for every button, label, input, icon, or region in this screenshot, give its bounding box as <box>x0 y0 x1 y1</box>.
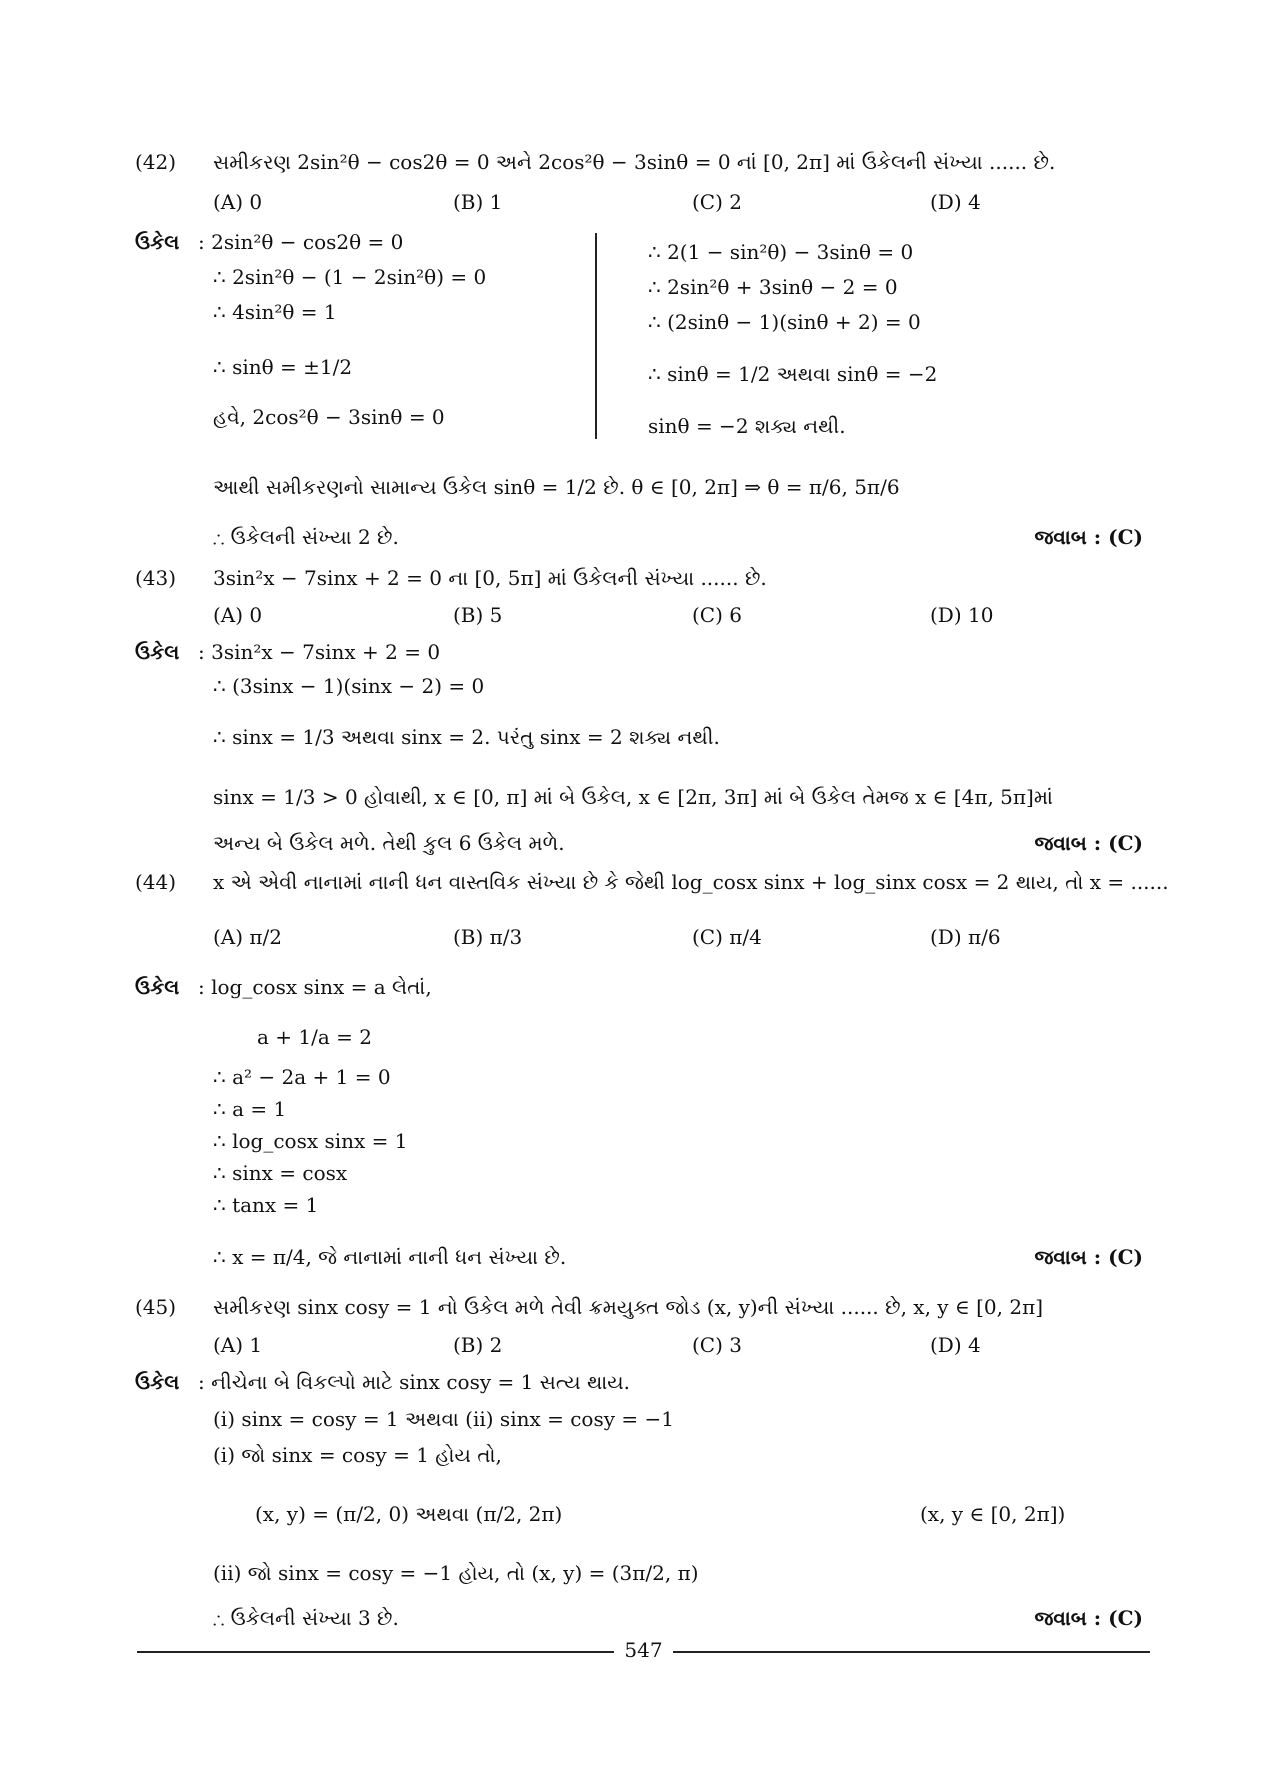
solution-conclusion: ∴ ઉકેલની સંખ્યા 2 છે. <box>213 525 399 549</box>
solution-line: ∴ 4sin²θ = 1 <box>213 300 337 324</box>
solution-conclusion: ∴ ઉકેલની સંખ્યા 3 છે. <box>213 1606 399 1630</box>
option: (A) 0 <box>213 603 263 627</box>
solution-line: ∴ log_cosx sinx = 1 <box>213 1129 408 1153</box>
solution-line: : log_cosx sinx = a લેતાં, <box>198 975 432 999</box>
question-number: (44) <box>135 870 177 894</box>
footer-rule-right <box>673 1651 1150 1653</box>
question-text: સમીકરણ 2sin²θ − cos2θ = 0 અને 2cos²θ − 3sinθ = 0 નાં [0, 2π] માં ઉકેલની સંખ્યા ...... છે. <box>213 150 1056 174</box>
option: (D) 4 <box>930 1333 981 1357</box>
solution-line: ∴ a² − 2a + 1 = 0 <box>213 1065 391 1089</box>
option: (C) 2 <box>692 190 742 214</box>
solution-line: : નીચેના બે વિકલ્પો માટે sinx cosy = 1 સત્ય થાય. <box>198 1370 630 1394</box>
solution-line: ∴ sinx = 1/3 અથવા sinx = 2. પરંતુ sinx = 2 શક્ય નથી. <box>213 725 720 749</box>
solution-line: sinθ = −2 શક્ય નથી. <box>648 414 846 438</box>
option: (C) 3 <box>692 1333 742 1357</box>
solution-line: આથી સમીકરણનો સામાન્ય ઉકેલ sinθ = 1/2 છે. θ ∈ [0, 2π] ⇒ θ = π/6, 5π/6 <box>213 475 900 499</box>
solution-line: (i) sinx = cosy = 1 અથવા (ii) sinx = cosy = −1 <box>213 1407 674 1431</box>
answer: જવાબ : (C) <box>1034 831 1143 855</box>
solution-line: a + 1/a = 2 <box>257 1025 372 1049</box>
option: (B) 2 <box>453 1333 503 1357</box>
question-text: સમીકરણ sinx cosy = 1 નો ઉકેલ મળે તેવી ક્રમયુક્ત જોડ (x, y)ની સંખ્યા ...... છે, x, y ∈ [0, 2π] <box>213 1295 1044 1319</box>
solution-line: ∴ 2(1 − sin²θ) − 3sinθ = 0 <box>648 240 914 264</box>
option: (D) 4 <box>930 190 981 214</box>
solution-line: ∴ (3sinx − 1)(sinx − 2) = 0 <box>213 674 485 698</box>
solution-line: sinx = 1/3 > 0 હોવાથી, x ∈ [0, π] માં બે ઉકેલ, x ∈ [2π, 3π] માં બે ઉકેલ તેમજ x ∈ [4π, 5π]માં <box>213 785 1053 809</box>
option: (C) π/4 <box>692 925 762 949</box>
solution-line: ∴ sinθ = ±1/2 <box>213 355 353 379</box>
footer-rule-left <box>137 1651 614 1653</box>
solution-line: ∴ (2sinθ − 1)(sinθ + 2) = 0 <box>648 310 921 334</box>
question-text: x એ એવી નાનામાં નાની ધન વાસ્તવિક સંખ્યા છે કે જેથી log_cosx sinx + log_sinx cosx = 2 થાય, તો x = ...... <box>213 870 1169 894</box>
option: (A) 1 <box>213 1333 263 1357</box>
solution-line: ∴ tanx = 1 <box>213 1193 319 1217</box>
option: (D) 10 <box>930 603 994 627</box>
solution-line: અન્ય બે ઉકેલ મળે. તેથી કુલ 6 ઉકેલ મળે. <box>213 831 565 855</box>
solution-label: ઉકેલ <box>135 975 180 999</box>
question-number: (45) <box>135 1295 177 1319</box>
solution-label: ઉકેલ <box>135 1370 180 1394</box>
answer: જવાબ : (C) <box>1034 525 1143 549</box>
solution-label: ઉકેલ <box>135 640 180 664</box>
question-number: (42) <box>135 150 177 174</box>
solution-line: ∴ x = π/4, જે નાનામાં નાની ધન સંખ્યા છે. <box>213 1245 567 1269</box>
solution-line: ∴ sinθ = 1/2 અથવા sinθ = −2 <box>648 362 938 386</box>
solution-label: ઉકેલ <box>135 230 180 254</box>
answer: જવાબ : (C) <box>1034 1245 1143 1269</box>
page-number: 547 <box>624 1638 663 1662</box>
solution-line: ∴ 2sin²θ + 3sinθ − 2 = 0 <box>648 275 898 299</box>
solution-line: (x, y ∈ [0, 2π]) <box>920 1502 1066 1526</box>
solution-line: : 3sin²x − 7sinx + 2 = 0 <box>198 640 441 664</box>
option: (A) 0 <box>213 190 263 214</box>
option: (D) π/6 <box>930 925 1001 949</box>
option: (B) 5 <box>453 603 503 627</box>
option: (B) 1 <box>453 190 503 214</box>
answer: જવાબ : (C) <box>1034 1606 1143 1630</box>
question-number: (43) <box>135 566 177 590</box>
option: (B) π/3 <box>453 925 523 949</box>
solution-line: : 2sin²θ − cos2θ = 0 <box>198 230 404 254</box>
solution-line: ∴ 2sin²θ − (1 − 2sin²θ) = 0 <box>213 265 487 289</box>
solution-line: (ii) જો sinx = cosy = −1 હોય, તો (x, y) = (3π/2, π) <box>213 1561 699 1585</box>
solution-line: (x, y) = (π/2, 0) અથવા (π/2, 2π) <box>255 1502 563 1526</box>
solution-line: હવે, 2cos²θ − 3sinθ = 0 <box>213 405 445 429</box>
solution-line: ∴ sinx = cosx <box>213 1161 348 1185</box>
solution-line: (i) જો sinx = cosy = 1 હોય તો, <box>213 1443 502 1467</box>
option: (A) π/2 <box>213 925 283 949</box>
solution-line: ∴ a = 1 <box>213 1097 287 1121</box>
column-divider <box>595 233 597 439</box>
question-text: 3sin²x − 7sinx + 2 = 0 ના [0, 5π] માં ઉકેલની સંખ્યા ...... છે. <box>213 566 767 590</box>
option: (C) 6 <box>692 603 742 627</box>
